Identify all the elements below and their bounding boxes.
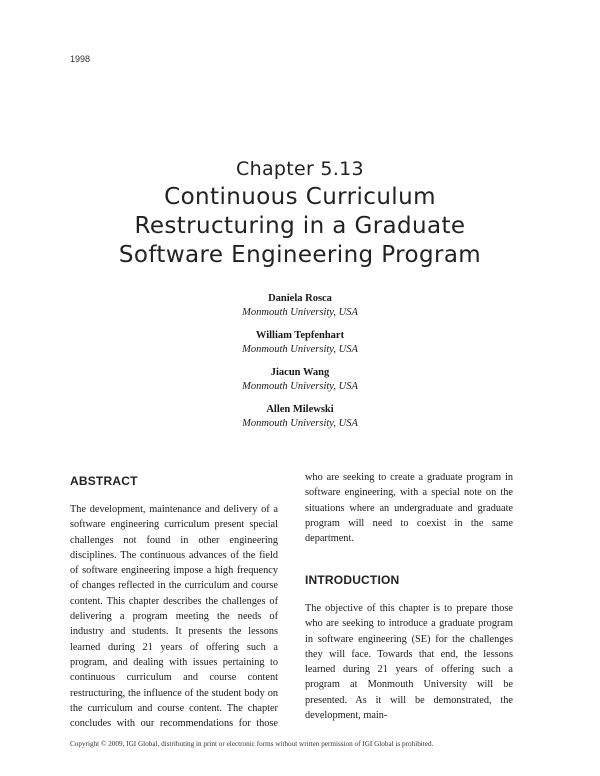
page-number: 1998 <box>70 54 91 64</box>
author-name: William Tepfenhart <box>255 330 345 341</box>
abstract-text-continued: who are seeking to create a graduate program in software engineering, with a special note on the situations where an undergraduate and graduate program will need to coexist in the same department. <box>305 471 513 545</box>
author-affiliation: Monmouth University, USA <box>242 307 358 318</box>
author <box>200 329 400 357</box>
title-line: Restructuring in a Graduate <box>134 213 466 239</box>
title-line: Continuous Curriculum <box>164 184 436 210</box>
author <box>200 403 400 431</box>
introduction-text: The objective of this chapter is to prepare those who are seeking to introduce a graduate program in software engineering (SE) for the challenges they will face. Towards that end, the lessons learned during 21 years of offering such a program at Monmouth University will be presented. As it will be demonstrated, the development, main- <box>305 603 513 722</box>
chapter-label: Chapter 5.13 <box>236 158 364 180</box>
abstract-text-col2 <box>305 470 513 546</box>
introduction-heading: INTRODUCTION <box>305 573 400 587</box>
abstract-text-col1 <box>70 502 278 732</box>
abstract-heading: ABSTRACT <box>70 474 138 488</box>
copyright-footer: Copyright © 2009, IGI Global, distributing in print or electronic forms without written permission of IGI Global is prohibited. <box>70 740 434 748</box>
author <box>200 292 400 320</box>
title-line: Software Engineering Program <box>118 242 482 268</box>
abstract-text: The development, maintenance and delivery of a software engineering curriculum present special challenges not found in other engineering disciplines. The continuous advances of the field of software engineering impose a high frequency of changes reflected in the curriculum and course content. This chapter describes the challenges of delivering a program meeting the needs of industry and students. It presents the lessons learned during 21 years of offering such a program, and dealing with issues pertaining to continuous curriculum and course content restructuring, the influence of the student body on the curriculum and course content. The chapter concludes with our recommendations for those <box>70 504 278 730</box>
author-affiliation: Monmouth University, USA <box>242 344 358 355</box>
author-name: Allen Milewski <box>266 404 334 415</box>
author-list <box>200 292 400 440</box>
chapter-title <box>40 183 560 270</box>
author-affiliation: Monmouth University, USA <box>242 418 358 429</box>
author-name: Daniela Rosca <box>268 293 332 304</box>
author-affiliation: Monmouth University, USA <box>242 381 358 392</box>
author <box>200 366 400 394</box>
author-name: Jiacun Wang <box>270 367 330 378</box>
